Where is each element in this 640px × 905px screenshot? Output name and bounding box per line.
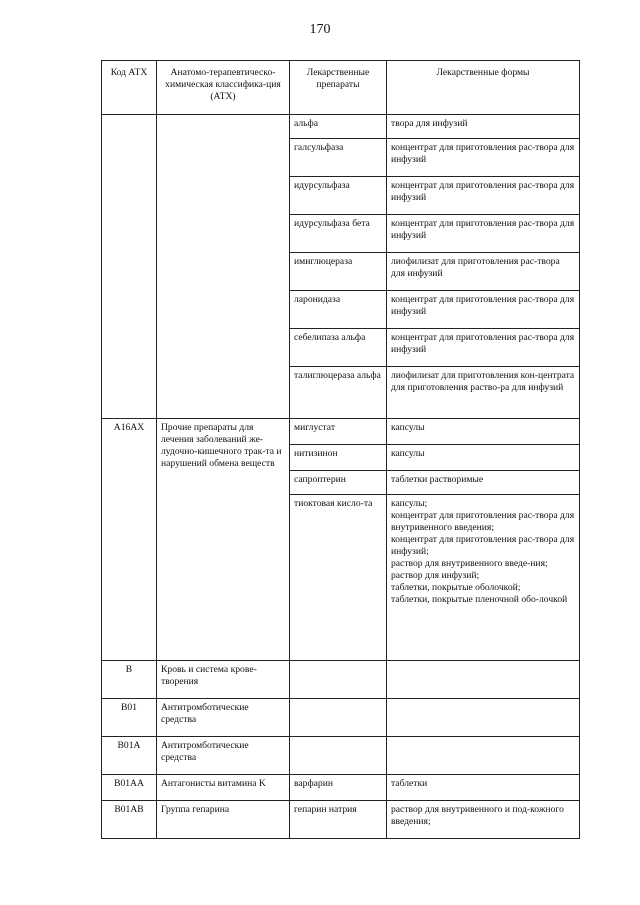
drug-cell: идурсульфаза бета	[290, 215, 387, 253]
form-cell: концентрат для приготовления рас-твора для инфузий	[387, 329, 580, 367]
form-cell: концентрат для приготовления рас-твора для инфузий	[387, 215, 580, 253]
atc-class-cell: Кровь и система крове-творения	[157, 661, 290, 699]
drug-cell: идурсульфаза	[290, 177, 387, 215]
form-cell: капсулы	[387, 419, 580, 445]
drug-cell: альфа	[290, 115, 387, 139]
drug-cell: тиоктовая кисло-та	[290, 495, 387, 661]
atc-class-cell: Антитромботические средства	[157, 699, 290, 737]
table-row	[102, 699, 580, 737]
form-cell: концентрат для приготовления рас-твора для инфузий	[387, 177, 580, 215]
drug-cell: себелипаза альфа	[290, 329, 387, 367]
form-cell: таблетки растворимые	[387, 471, 580, 495]
form-cell: капсулы; концентрат для приготовления рас-твора для внутривенного введения; концентрат для приготовления рас-твора для инфузий; раствор для внутривенного введе-ния; раствор для инфузий; таблетки, покрытые оболочкой; таблетки, покрытые пленочной обо-лочкой	[387, 495, 580, 661]
atc-code-cell: A16AX	[102, 419, 157, 661]
form-cell: капсулы	[387, 445, 580, 471]
atc-code-cell: B01	[102, 699, 157, 737]
drug-cell	[290, 699, 387, 737]
drug-cell: сапроптерин	[290, 471, 387, 495]
page-number: 170	[309, 22, 331, 37]
drug-cell: варфарин	[290, 775, 387, 801]
header-atc-code: Код АТХ	[102, 61, 157, 115]
drug-cell: нитизинон	[290, 445, 387, 471]
atc-code-cell: B01AA	[102, 775, 157, 801]
continuation-code-cell	[102, 115, 157, 419]
form-cell: твора для инфузий	[387, 115, 580, 139]
atc-table	[101, 60, 580, 839]
atc-code-cell: B	[102, 661, 157, 699]
drug-cell: гепарин натрия	[290, 801, 387, 839]
table-row	[102, 775, 580, 801]
table-row	[102, 661, 580, 699]
drug-cell	[290, 661, 387, 699]
table-header-row	[102, 61, 580, 115]
header-dosage-forms: Лекарственные формы	[387, 61, 580, 115]
drug-cell	[290, 737, 387, 775]
form-cell: концентрат для приготовления рас-твора для инфузий	[387, 291, 580, 329]
form-cell: таблетки	[387, 775, 580, 801]
atc-code-cell: B01A	[102, 737, 157, 775]
table-row	[102, 737, 580, 775]
form-cell	[387, 737, 580, 775]
form-cell	[387, 699, 580, 737]
drug-cell: миглустат	[290, 419, 387, 445]
drug-cell: имиглюцераза	[290, 253, 387, 291]
drug-cell: ларонидаза	[290, 291, 387, 329]
form-cell	[387, 661, 580, 699]
atc-class-cell: Группа гепарина	[157, 801, 290, 839]
table-row	[102, 801, 580, 839]
form-cell: раствор для внутривенного и под-кожного введения;	[387, 801, 580, 839]
form-cell: лиофилизат для приготовления рас-твора для инфузий	[387, 253, 580, 291]
continuation-class-cell	[157, 115, 290, 419]
atc-class-cell: Прочие препараты для лечения заболеваний же-лудочно-кишечного трак-та и нарушений обмена веществ	[157, 419, 290, 661]
atc-class-cell: Антитромботические средства	[157, 737, 290, 775]
table-row	[102, 115, 580, 139]
atc-code-cell: B01AB	[102, 801, 157, 839]
drug-cell: галсульфаза	[290, 139, 387, 177]
atc-class-cell: Антагонисты витамина K	[157, 775, 290, 801]
form-cell: концентрат для приготовления рас-твора для инфузий	[387, 139, 580, 177]
table-row	[102, 419, 580, 445]
header-atc-classification: Анатомо-терапевтическо-химическая классифика-ция (АТХ)	[157, 61, 290, 115]
drug-cell: талиглюцераза альфа	[290, 367, 387, 419]
header-drugs: Лекарственные препараты	[290, 61, 387, 115]
form-cell: лиофилизат для приготовления кон-центрата для приготовления раство-ра для инфузий	[387, 367, 580, 419]
